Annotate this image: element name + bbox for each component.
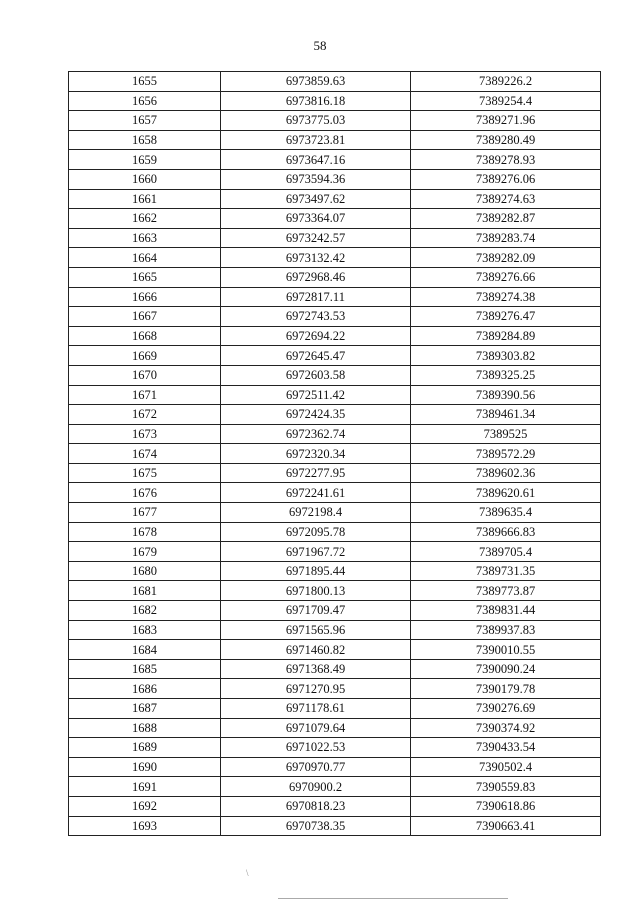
point-number-cell: 1692 — [69, 796, 221, 816]
point-number-cell: 1690 — [69, 757, 221, 777]
x-coordinate-cell: 6972968.46 — [221, 267, 411, 287]
y-coordinate-cell: 7389635.4 — [411, 503, 601, 523]
point-number-cell: 1672 — [69, 405, 221, 425]
y-coordinate-cell: 7389602.36 — [411, 463, 601, 483]
point-number-cell: 1671 — [69, 385, 221, 405]
table-row — [69, 72, 601, 92]
y-coordinate-cell: 7390374.92 — [411, 718, 601, 738]
table-row — [69, 659, 601, 679]
y-coordinate-cell: 7389226.2 — [411, 72, 601, 92]
x-coordinate-cell: 6971967.72 — [221, 542, 411, 562]
x-coordinate-cell: 6971800.13 — [221, 581, 411, 601]
x-coordinate-cell: 6971270.95 — [221, 679, 411, 699]
table-row — [69, 248, 601, 268]
point-number-cell: 1676 — [69, 483, 221, 503]
x-coordinate-cell: 6973859.63 — [221, 72, 411, 92]
point-number-cell: 1662 — [69, 209, 221, 229]
x-coordinate-cell: 6972511.42 — [221, 385, 411, 405]
table-row — [69, 777, 601, 797]
y-coordinate-cell: 7389284.89 — [411, 326, 601, 346]
table-row — [69, 130, 601, 150]
table-row — [69, 581, 601, 601]
point-number-cell: 1682 — [69, 601, 221, 621]
x-coordinate-cell: 6973723.81 — [221, 130, 411, 150]
y-coordinate-cell: 7389705.4 — [411, 542, 601, 562]
table-row — [69, 561, 601, 581]
y-coordinate-cell: 7390179.78 — [411, 679, 601, 699]
point-number-cell: 1660 — [69, 169, 221, 189]
y-coordinate-cell: 7389276.66 — [411, 267, 601, 287]
table-row — [69, 91, 601, 111]
x-coordinate-cell: 6972694.22 — [221, 326, 411, 346]
y-coordinate-cell: 7390559.83 — [411, 777, 601, 797]
point-number-cell: 1663 — [69, 228, 221, 248]
x-coordinate-cell: 6972362.74 — [221, 424, 411, 444]
table-row — [69, 150, 601, 170]
table-row — [69, 307, 601, 327]
y-coordinate-cell: 7390090.24 — [411, 659, 601, 679]
point-number-cell: 1661 — [69, 189, 221, 209]
x-coordinate-cell: 6971565.96 — [221, 620, 411, 640]
scan-mark: \ — [246, 868, 249, 878]
x-coordinate-cell: 6972095.78 — [221, 522, 411, 542]
x-coordinate-cell: 6972320.34 — [221, 444, 411, 464]
y-coordinate-cell: 7389831.44 — [411, 601, 601, 621]
y-coordinate-cell: 7389666.83 — [411, 522, 601, 542]
y-coordinate-cell: 7389280.49 — [411, 130, 601, 150]
point-number-cell: 1669 — [69, 346, 221, 366]
point-number-cell: 1675 — [69, 463, 221, 483]
table-row — [69, 228, 601, 248]
y-coordinate-cell: 7389525 — [411, 424, 601, 444]
coordinates-table-body — [69, 72, 601, 836]
y-coordinate-cell: 7389303.82 — [411, 346, 601, 366]
table-row — [69, 209, 601, 229]
x-coordinate-cell: 6971368.49 — [221, 659, 411, 679]
y-coordinate-cell: 7389731.35 — [411, 561, 601, 581]
x-coordinate-cell: 6971022.53 — [221, 738, 411, 758]
y-coordinate-cell: 7389325.25 — [411, 365, 601, 385]
x-coordinate-cell: 6972424.35 — [221, 405, 411, 425]
x-coordinate-cell: 6970738.35 — [221, 816, 411, 836]
x-coordinate-cell: 6972817.11 — [221, 287, 411, 307]
table-row — [69, 385, 601, 405]
point-number-cell: 1666 — [69, 287, 221, 307]
point-number-cell: 1684 — [69, 640, 221, 660]
point-number-cell: 1670 — [69, 365, 221, 385]
point-number-cell: 1680 — [69, 561, 221, 581]
point-number-cell: 1687 — [69, 699, 221, 719]
table-row — [69, 679, 601, 699]
point-number-cell: 1691 — [69, 777, 221, 797]
x-coordinate-cell: 6971895.44 — [221, 561, 411, 581]
table-row — [69, 718, 601, 738]
table-row — [69, 365, 601, 385]
point-number-cell: 1674 — [69, 444, 221, 464]
x-coordinate-cell: 6972603.58 — [221, 365, 411, 385]
y-coordinate-cell: 7389278.93 — [411, 150, 601, 170]
y-coordinate-cell: 7389276.47 — [411, 307, 601, 327]
x-coordinate-cell: 6973364.07 — [221, 209, 411, 229]
table-row — [69, 816, 601, 836]
x-coordinate-cell: 6973594.36 — [221, 169, 411, 189]
y-coordinate-cell: 7389274.63 — [411, 189, 601, 209]
y-coordinate-cell: 7389620.61 — [411, 483, 601, 503]
y-coordinate-cell: 7389461.34 — [411, 405, 601, 425]
point-number-cell: 1668 — [69, 326, 221, 346]
table-row — [69, 346, 601, 366]
x-coordinate-cell: 6972645.47 — [221, 346, 411, 366]
point-number-cell: 1656 — [69, 91, 221, 111]
y-coordinate-cell: 7390433.54 — [411, 738, 601, 758]
y-coordinate-cell: 7390663.41 — [411, 816, 601, 836]
x-coordinate-cell: 6971709.47 — [221, 601, 411, 621]
point-number-cell: 1686 — [69, 679, 221, 699]
y-coordinate-cell: 7389937.83 — [411, 620, 601, 640]
point-number-cell: 1693 — [69, 816, 221, 836]
table-row — [69, 424, 601, 444]
y-coordinate-cell: 7389572.29 — [411, 444, 601, 464]
y-coordinate-cell: 7389390.56 — [411, 385, 601, 405]
x-coordinate-cell: 6973775.03 — [221, 111, 411, 131]
table-row — [69, 738, 601, 758]
x-coordinate-cell: 6973132.42 — [221, 248, 411, 268]
table-row — [69, 444, 601, 464]
x-coordinate-cell: 6971178.61 — [221, 699, 411, 719]
x-coordinate-cell: 6972743.53 — [221, 307, 411, 327]
point-number-cell: 1658 — [69, 130, 221, 150]
point-number-cell: 1664 — [69, 248, 221, 268]
table-row — [69, 483, 601, 503]
point-number-cell: 1683 — [69, 620, 221, 640]
table-row — [69, 189, 601, 209]
y-coordinate-cell: 7389271.96 — [411, 111, 601, 131]
coordinates-table — [68, 71, 601, 836]
y-coordinate-cell: 7390276.69 — [411, 699, 601, 719]
y-coordinate-cell: 7389254.4 — [411, 91, 601, 111]
point-number-cell: 1678 — [69, 522, 221, 542]
table-row — [69, 757, 601, 777]
table-row — [69, 699, 601, 719]
x-coordinate-cell: 6973816.18 — [221, 91, 411, 111]
y-coordinate-cell: 7389282.09 — [411, 248, 601, 268]
point-number-cell: 1689 — [69, 738, 221, 758]
x-coordinate-cell: 6973242.57 — [221, 228, 411, 248]
x-coordinate-cell: 6972198.4 — [221, 503, 411, 523]
table-row — [69, 640, 601, 660]
page-bottom-rule — [278, 898, 508, 899]
x-coordinate-cell: 6971079.64 — [221, 718, 411, 738]
point-number-cell: 1685 — [69, 659, 221, 679]
point-number-cell: 1677 — [69, 503, 221, 523]
table-row — [69, 326, 601, 346]
table-row — [69, 267, 601, 287]
point-number-cell: 1665 — [69, 267, 221, 287]
table-row — [69, 620, 601, 640]
point-number-cell: 1688 — [69, 718, 221, 738]
y-coordinate-cell: 7389276.06 — [411, 169, 601, 189]
y-coordinate-cell: 7389282.87 — [411, 209, 601, 229]
table-row — [69, 405, 601, 425]
x-coordinate-cell: 6973647.16 — [221, 150, 411, 170]
point-number-cell: 1681 — [69, 581, 221, 601]
y-coordinate-cell: 7390010.55 — [411, 640, 601, 660]
table-row — [69, 463, 601, 483]
y-coordinate-cell: 7389274.38 — [411, 287, 601, 307]
point-number-cell: 1679 — [69, 542, 221, 562]
point-number-cell: 1659 — [69, 150, 221, 170]
y-coordinate-cell: 7389773.87 — [411, 581, 601, 601]
table-row — [69, 542, 601, 562]
table-row — [69, 111, 601, 131]
y-coordinate-cell: 7389283.74 — [411, 228, 601, 248]
x-coordinate-cell: 6972277.95 — [221, 463, 411, 483]
x-coordinate-cell: 6973497.62 — [221, 189, 411, 209]
y-coordinate-cell: 7390618.86 — [411, 796, 601, 816]
x-coordinate-cell: 6970818.23 — [221, 796, 411, 816]
table-row — [69, 287, 601, 307]
table-row — [69, 796, 601, 816]
x-coordinate-cell: 6970970.77 — [221, 757, 411, 777]
table-row — [69, 601, 601, 621]
x-coordinate-cell: 6971460.82 — [221, 640, 411, 660]
x-coordinate-cell: 6972241.61 — [221, 483, 411, 503]
page-number: 58 — [313, 38, 327, 53]
x-coordinate-cell: 6970900.2 — [221, 777, 411, 797]
point-number-cell: 1657 — [69, 111, 221, 131]
table-row — [69, 169, 601, 189]
point-number-cell: 1667 — [69, 307, 221, 327]
y-coordinate-cell: 7390502.4 — [411, 757, 601, 777]
point-number-cell: 1673 — [69, 424, 221, 444]
table-row — [69, 522, 601, 542]
point-number-cell: 1655 — [69, 72, 221, 92]
table-row — [69, 503, 601, 523]
